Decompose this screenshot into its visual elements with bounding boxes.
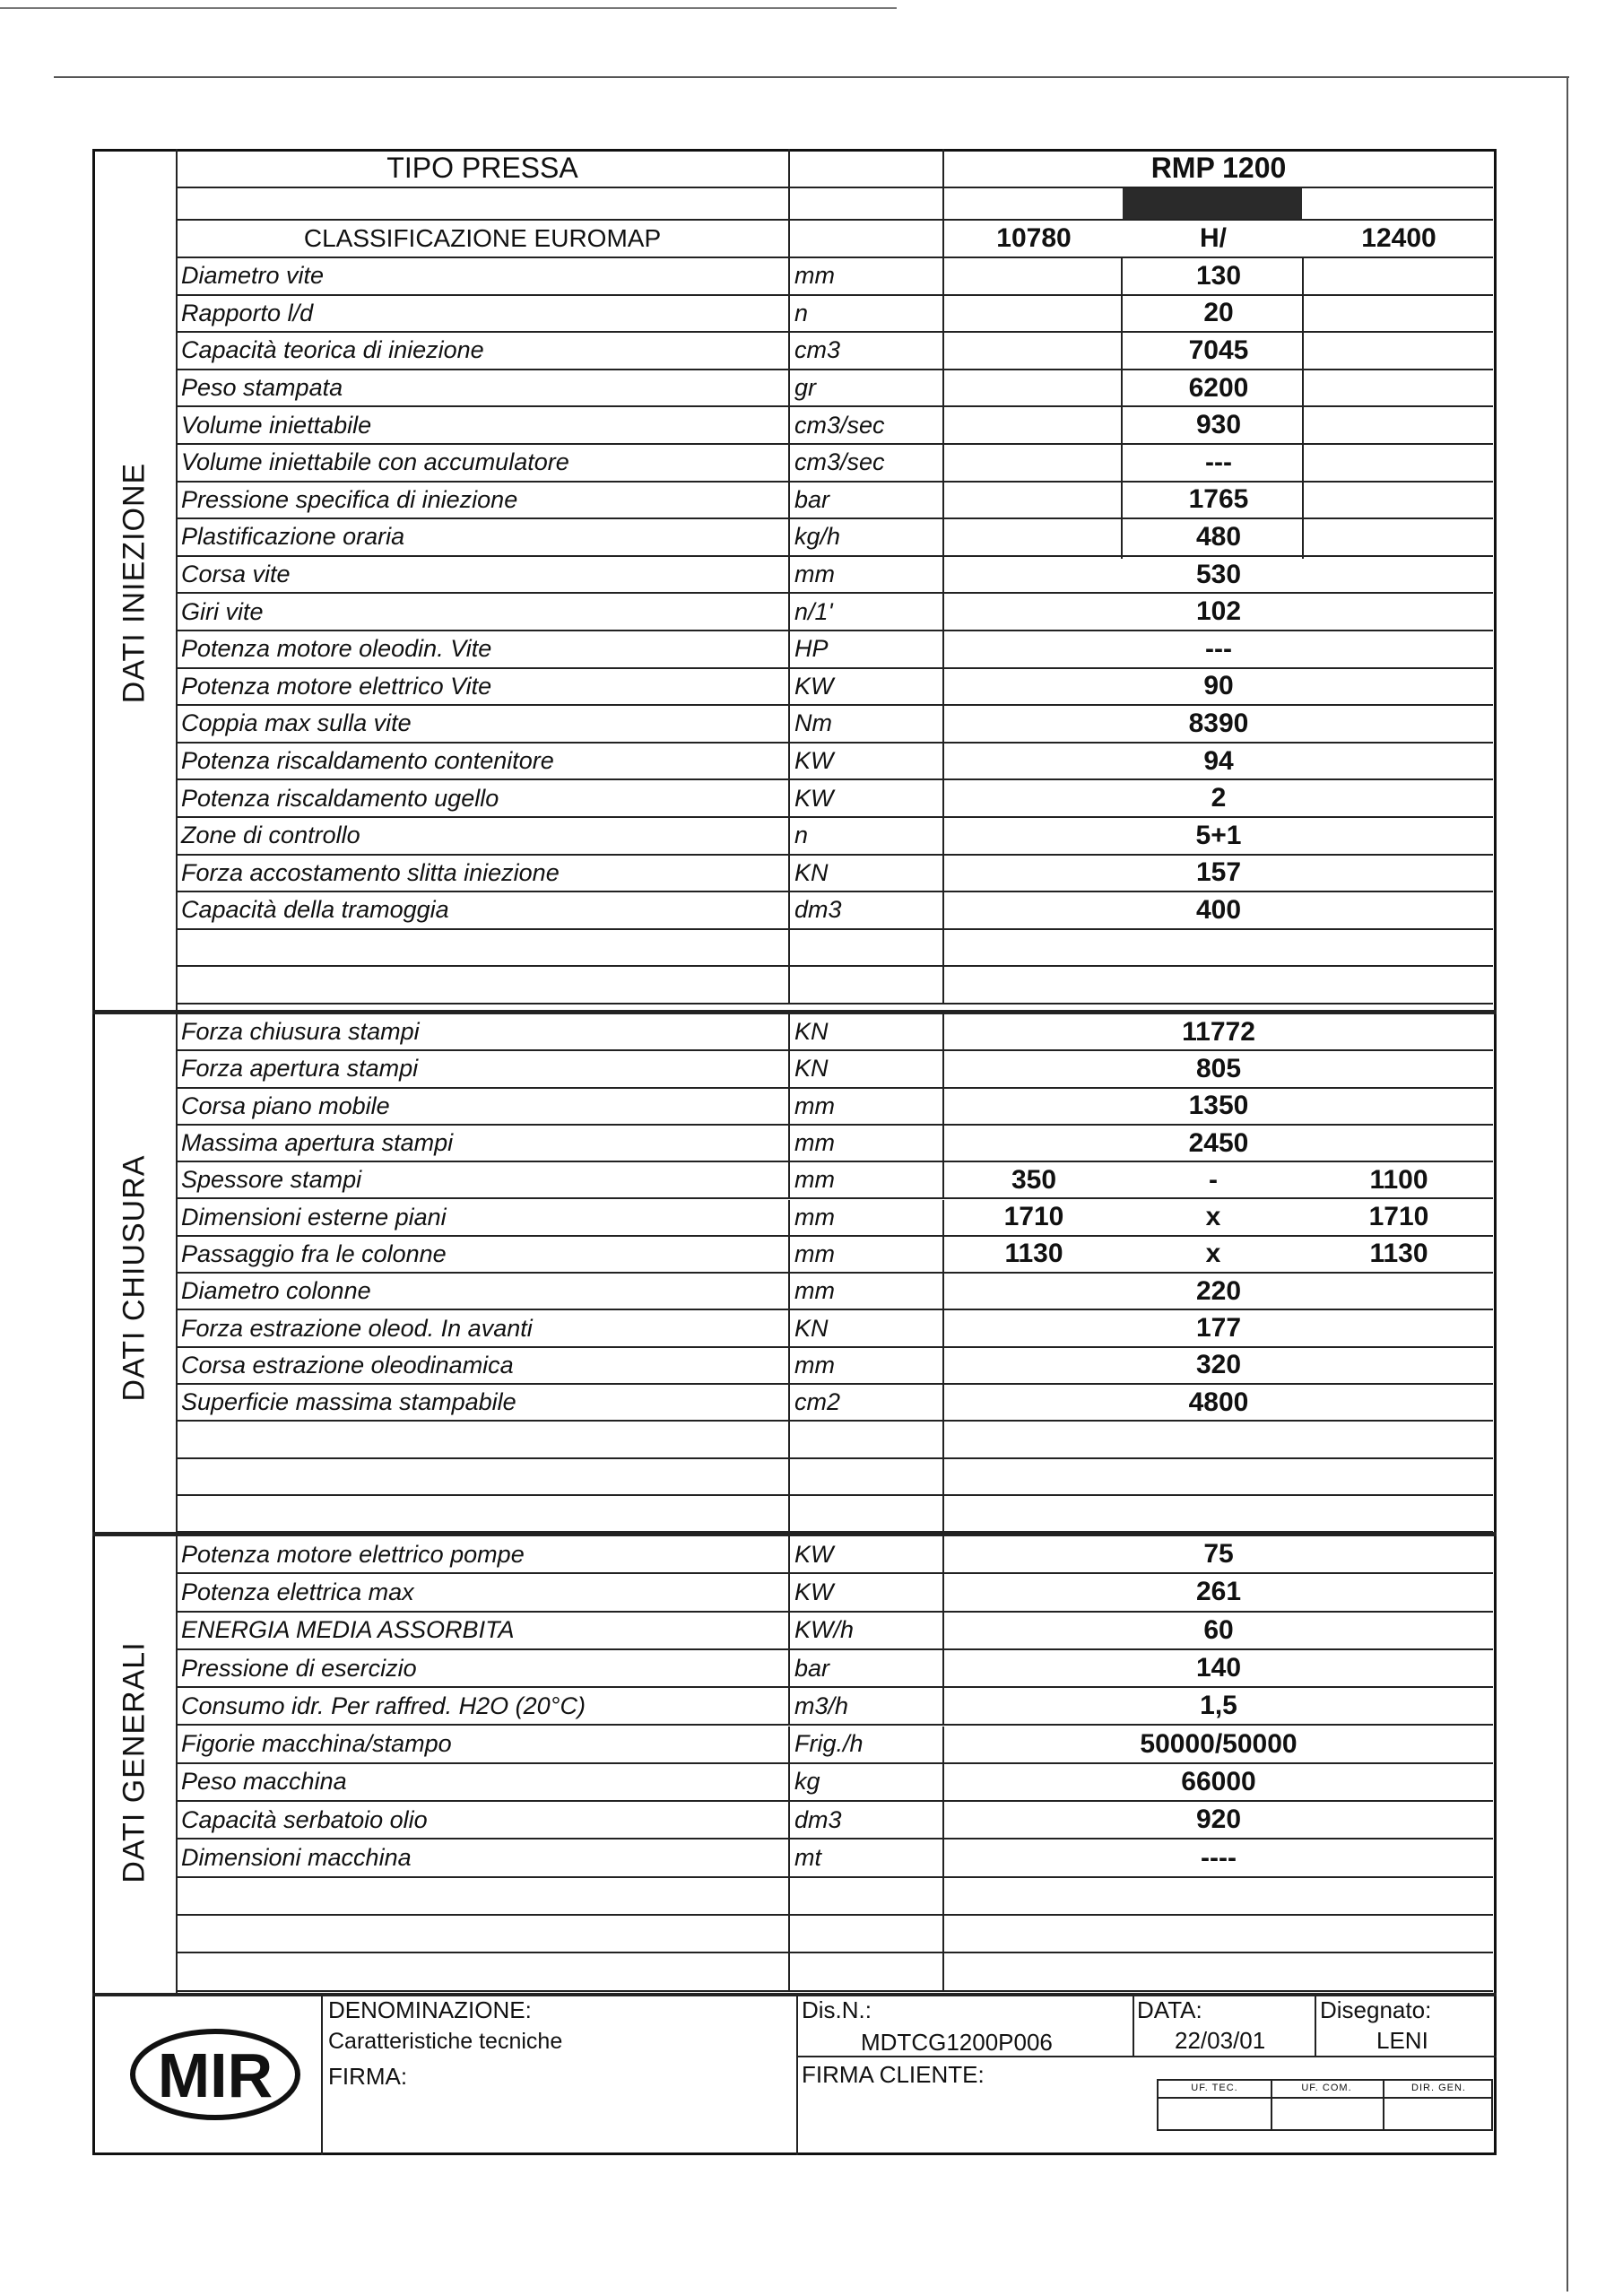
- table-row: [177, 1688, 1493, 1726]
- table-row: [177, 407, 1493, 445]
- table-row: [177, 780, 1493, 818]
- row-value-v2: 1710: [1368, 1202, 1429, 1232]
- row-value: 130: [942, 258, 1493, 294]
- row-unit: cm2: [788, 1385, 942, 1420]
- table-row: [177, 892, 1493, 930]
- row-label: Massima apertura stampi: [181, 1129, 454, 1157]
- row-unit: mm: [788, 1274, 942, 1309]
- footer-divider-4: [1315, 1993, 1316, 2056]
- table-row: [177, 1348, 1493, 1385]
- header-title-row: [177, 149, 1493, 188]
- class-a: 10780: [996, 223, 1072, 253]
- blank-row: [177, 1459, 1493, 1496]
- value-subcolumn-divider-right: [1302, 258, 1304, 559]
- blank-cell: [788, 967, 942, 1003]
- mir-logo: [126, 2025, 305, 2124]
- blank-row: [177, 1953, 1493, 1991]
- separator-closing-general: [92, 1532, 1497, 1536]
- row-value: 805: [942, 1051, 1493, 1086]
- row-value: 94: [942, 744, 1493, 779]
- blank-cell: [788, 1422, 942, 1457]
- approval-stamp-box: [1157, 2079, 1493, 2131]
- row-value: 102: [942, 594, 1493, 630]
- row-unit: dm3: [788, 892, 942, 928]
- row-value: 6200: [942, 370, 1493, 406]
- separator-general-footer: [92, 1993, 1497, 1996]
- row-unit: KN: [788, 1051, 942, 1086]
- classification-values: [942, 221, 1493, 257]
- disegnato-value: LENI: [1376, 2027, 1428, 2054]
- scan-edge-top: [0, 7, 897, 9]
- table-row: [177, 483, 1493, 520]
- table-row: [177, 744, 1493, 781]
- row-value-v1: 350: [1011, 1164, 1057, 1195]
- row-label: Forza estrazione oleod. In avanti: [181, 1314, 533, 1342]
- blank-cell: [788, 1878, 942, 1914]
- row-label: Superficie massima stampabile: [181, 1388, 516, 1416]
- row-label: Forza accostamento slitta iniezione: [181, 858, 560, 886]
- row-value: 400: [942, 892, 1493, 928]
- row-label: Volume iniettabile: [181, 411, 372, 439]
- row-value-v2: 1100: [1369, 1164, 1428, 1195]
- firma-label: FIRMA:: [328, 2063, 408, 2090]
- blank-cell: [942, 930, 1493, 966]
- header-unit-blank: [788, 149, 942, 187]
- table-row: [177, 594, 1493, 631]
- table-row: [177, 258, 1493, 296]
- row-label: Dimensioni esterne piani: [181, 1203, 447, 1231]
- denominazione-value: Caratteristiche tecniche: [328, 2029, 563, 2054]
- row-value: 220: [942, 1274, 1493, 1309]
- title-text: TIPO PRESSA: [386, 151, 578, 184]
- row-unit: KW: [788, 744, 942, 779]
- row-value: 480: [942, 519, 1493, 555]
- table-row: [177, 1839, 1493, 1877]
- row-label: Peso macchina: [181, 1768, 347, 1796]
- row-unit: mm: [788, 557, 942, 593]
- row-label: Capacità serbatoio olio: [181, 1805, 428, 1833]
- row-value: ---: [942, 445, 1493, 481]
- blank-cell: [942, 1878, 1493, 1914]
- row-unit: dm3: [788, 1802, 942, 1838]
- class-sep: H/: [1200, 223, 1227, 253]
- table-row: [177, 1051, 1493, 1088]
- row-value: 140: [942, 1650, 1493, 1686]
- row-label: Forza apertura stampi: [181, 1055, 419, 1083]
- blank-cell: [788, 1953, 942, 1989]
- blank-cell: [788, 1496, 942, 1531]
- footer-divider-3: [1133, 1993, 1134, 2056]
- row-label: Capacità della tramoggia: [181, 896, 449, 924]
- table-row: [177, 1764, 1493, 1802]
- row-value: 20: [942, 296, 1493, 332]
- blank-row: [177, 1878, 1493, 1916]
- row-unit: n/1': [788, 594, 942, 630]
- row-label: ENERGIA MEDIA ASSORBITA: [181, 1616, 515, 1644]
- table-row: [177, 1126, 1493, 1162]
- row-label: Rapporto l/d: [181, 299, 314, 326]
- row-value-sep: -: [1209, 1164, 1218, 1195]
- row-unit: KN: [788, 1014, 942, 1049]
- table-row: [177, 1200, 1493, 1237]
- row-label: Potenza motore elettrico pompe: [181, 1540, 525, 1568]
- row-label: Corsa estrazione oleodinamica: [181, 1351, 514, 1378]
- table-row: [177, 1802, 1493, 1839]
- row-value: 66000: [942, 1764, 1493, 1800]
- table-row: [177, 1089, 1493, 1126]
- row-value: 75: [942, 1536, 1493, 1572]
- row-unit: cm3/sec: [788, 407, 942, 443]
- scan-border-top: [54, 76, 1569, 78]
- row-unit: mm: [788, 258, 942, 294]
- row-value: 930: [942, 407, 1493, 443]
- blank-cell: [942, 1953, 1493, 1989]
- row-unit: kg/h: [788, 519, 942, 555]
- table-row: [177, 1162, 1493, 1199]
- row-label: Potenza riscaldamento ugello: [181, 784, 499, 812]
- row-value: [942, 1162, 1493, 1197]
- table-row: [177, 706, 1493, 744]
- row-label: Zone di controllo: [181, 822, 360, 849]
- row-value: [942, 1200, 1493, 1235]
- blank-row: [177, 967, 1493, 1004]
- classification-label: CLASSIFICAZIONE EUROMAP: [303, 224, 662, 252]
- svg-text:MIR: MIR: [157, 2040, 273, 2110]
- scanned-page: TIPO PRESSA RMP 1200 CLASSIFICAZIONE EUROMAP 10780 H/ 12400 DATI INIEZIONE DATI CHIUSURA DATI GENERALI Diametro vite mm 130 Rapporto l/d n 20 Capacità teorica di iniezione cm3 7045 Peso stampata gr 6200 Volume iniettabile cm3/sec 930 Volume iniettabile con accumulatore cm3/sec --- Pressione specifica di iniezione bar 1765 Plastificazione oraria kg/h 480 Corsa vite mm 530 Giri vite n/1' 102 Potenza motore oleodin. Vite HP --- Potenza motore elettrico Vite KW 90 Coppia max sulla vite Nm 8390 Potenza riscaldamento contenitore KW 94 Potenza riscaldamento ugello KW 2 Zone di controllo n 5+1 Forza accostamento slitta iniezione KN 157 Capacità della tramoggia dm3 400 Forza chiusura stampi KN 11772 Forza apertura stampi KN 805 Corsa piano mobile mm 1350 Massima apertura stampi mm 2450 Spessore stampi mm 350 - 1100 Dimensioni esterne piani mm 1710 x 1710 Passaggio fra le colonne mm 1130 x 1130 Diametro colonne mm 220 Forza estrazione oleod. In avanti KN 177 Corsa estrazione oleodinamica mm 320 Superficie massima stampabile cm2 4800 Potenza motore elettrico pompe KW 75 Potenza elettrica max KW 261 ENERGIA MEDIA ASSORBITA KW/h 60 Pressione di esercizio bar 140 Consumo idr. Per raffred. H2O (20°C) m3/h 1,5 Figorie macchina/stampo Frig./h 50000/50000 Peso macchina kg 66000 Capacità serbatoio olio dm3 920 Dimensioni macchina mt ---- MIR DENOMINAZIONE: Caratteristiche tecniche FIRMA: Dis.N.: MDTCG1200P006 FIRMA CLIENTE: DATA: 22/03/01 Disegnato: LENI UF. TEC. UF. COM. DIR. GEN.: [0, 0, 1623, 2296]
- row-value: 8390: [942, 706, 1493, 742]
- blank-row: [177, 1496, 1493, 1533]
- header-blank-row: [177, 188, 1493, 221]
- firma-cliente-label: FIRMA CLIENTE:: [802, 2061, 985, 2088]
- data-label: DATA:: [1137, 1996, 1202, 2023]
- row-value: ---: [942, 631, 1493, 667]
- table-row: [177, 1650, 1493, 1688]
- row-unit: bar: [788, 483, 942, 518]
- row-label: Consumo idr. Per raffred. H2O (20°C): [181, 1692, 586, 1719]
- row-label: Diametro colonne: [181, 1277, 371, 1305]
- row-unit: KW: [788, 780, 942, 816]
- blank-cell: [942, 1496, 1493, 1531]
- blank-row: [177, 1422, 1493, 1458]
- blank-row: [177, 930, 1493, 968]
- scan-border-right: [1567, 76, 1568, 2292]
- row-label: Passaggio fra le colonne: [181, 1239, 447, 1267]
- row-unit: bar: [788, 1650, 942, 1686]
- row-label: Plastificazione oraria: [181, 523, 405, 551]
- footer-divider-2: [796, 1993, 798, 2155]
- separator-injection-closing: [92, 1010, 1497, 1014]
- row-value: 920: [942, 1802, 1493, 1838]
- table-row: [177, 1014, 1493, 1051]
- row-value-v2: 1130: [1369, 1239, 1428, 1269]
- row-label: Potenza motore oleodin. Vite: [181, 635, 492, 663]
- row-label: Diametro vite: [181, 262, 325, 290]
- redacted-block: [1123, 188, 1302, 219]
- row-label: Volume iniettabile con accumulatore: [181, 448, 569, 476]
- row-label: Pressione specifica di iniezione: [181, 485, 518, 513]
- table-row: [177, 557, 1493, 595]
- row-label: Potenza motore elettrico Vite: [181, 672, 492, 700]
- value-subcolumn-divider-left: [1121, 258, 1123, 559]
- row-value: 2450: [942, 1126, 1493, 1161]
- classification-row: [177, 221, 1493, 258]
- row-unit: mm: [788, 1126, 942, 1161]
- class-b: 12400: [1361, 223, 1436, 253]
- blank-cell: [788, 1459, 942, 1494]
- row-unit: cm3: [788, 333, 942, 369]
- stamp-uf-tec: UF. TEC.: [1191, 2083, 1238, 2093]
- row-unit: KN: [788, 1310, 942, 1345]
- stamp-dir-gen: DIR. GEN.: [1411, 2083, 1466, 2093]
- row-label: Potenza riscaldamento contenitore: [181, 747, 554, 775]
- denominazione-label: DENOMINAZIONE:: [328, 1996, 532, 2023]
- blank-cell: [788, 930, 942, 966]
- row-value: [942, 1237, 1493, 1272]
- disegnato-label: Disegnato:: [1320, 1996, 1432, 2023]
- row-value: 320: [942, 1348, 1493, 1383]
- row-label: Giri vite: [181, 597, 264, 625]
- row-value: 1350: [942, 1089, 1493, 1124]
- table-row: [177, 1574, 1493, 1612]
- table-row: [177, 519, 1493, 557]
- data-value: 22/03/01: [1175, 2027, 1266, 2054]
- row-value: 1,5: [942, 1688, 1493, 1724]
- classification-unit-blank: [788, 221, 942, 257]
- row-unit: n: [788, 818, 942, 854]
- row-value-sep: x: [1205, 1239, 1221, 1269]
- row-value: 530: [942, 557, 1493, 593]
- label-column-divider: [176, 149, 178, 1993]
- row-value-sep: x: [1205, 1202, 1221, 1232]
- row-unit: mt: [788, 1839, 942, 1875]
- row-unit: KW: [788, 669, 942, 705]
- table-row: [177, 631, 1493, 669]
- dis-label: Dis.N.:: [802, 1996, 872, 2023]
- row-unit: mm: [788, 1200, 942, 1235]
- row-unit: mm: [788, 1089, 942, 1124]
- blank-unit: [788, 188, 942, 219]
- row-value: 177: [942, 1310, 1493, 1345]
- table-row: [177, 296, 1493, 334]
- row-value-v1: 1710: [1003, 1202, 1064, 1232]
- blank-cell: [942, 967, 1493, 1003]
- row-unit: KW/h: [788, 1613, 942, 1648]
- row-value: 1765: [942, 483, 1493, 518]
- row-unit: mm: [788, 1348, 942, 1383]
- row-unit: kg: [788, 1764, 942, 1800]
- row-value: 7045: [942, 333, 1493, 369]
- footer-divider-1: [321, 1993, 323, 2155]
- stamp-uf-com: UF. COM.: [1301, 2083, 1352, 2093]
- table-row: [177, 333, 1493, 370]
- row-unit: mm: [788, 1162, 942, 1197]
- row-label: Figorie macchina/stampo: [181, 1730, 452, 1758]
- table-row: [177, 1310, 1493, 1347]
- row-unit: KW: [788, 1574, 942, 1610]
- row-value: 261: [942, 1574, 1493, 1610]
- row-label: Peso stampata: [181, 374, 343, 402]
- table-row: [177, 445, 1493, 483]
- row-unit: Nm: [788, 706, 942, 742]
- blank-row: [177, 1916, 1493, 1953]
- row-value: ----: [942, 1839, 1493, 1875]
- table-row: [177, 1237, 1493, 1274]
- row-value: 5+1: [942, 818, 1493, 854]
- row-value: 90: [942, 669, 1493, 705]
- table-row: [177, 1274, 1493, 1310]
- row-label: Corsa piano mobile: [181, 1091, 390, 1119]
- row-unit: Frig./h: [788, 1726, 942, 1762]
- table-row: [177, 1613, 1493, 1650]
- row-value: 60: [942, 1613, 1493, 1648]
- blank-cell: [942, 1916, 1493, 1952]
- row-label: Potenza elettrica max: [181, 1578, 414, 1605]
- blank-cell: [942, 1422, 1493, 1457]
- dis-value: MDTCG1200P006: [861, 2029, 1053, 2056]
- row-unit: cm3/sec: [788, 445, 942, 481]
- table-row: [177, 1385, 1493, 1422]
- row-value: 157: [942, 856, 1493, 891]
- row-value: 4800: [942, 1385, 1493, 1420]
- table-row: [177, 856, 1493, 893]
- blank-cell: [788, 1916, 942, 1952]
- table-row: [177, 818, 1493, 856]
- row-unit: gr: [788, 370, 942, 406]
- table-row: [177, 669, 1493, 707]
- row-unit: mm: [788, 1237, 942, 1272]
- row-value: 50000/50000: [942, 1726, 1493, 1762]
- row-unit: HP: [788, 631, 942, 667]
- blank-cell: [942, 1459, 1493, 1494]
- row-value: 2: [942, 780, 1493, 816]
- row-value-v1: 1130: [1004, 1239, 1063, 1269]
- row-unit: n: [788, 296, 942, 332]
- row-unit: m3/h: [788, 1688, 942, 1724]
- row-label: Dimensioni macchina: [181, 1844, 412, 1872]
- table-row: [177, 1536, 1493, 1574]
- table-row: [177, 1726, 1493, 1764]
- row-unit: KW: [788, 1536, 942, 1572]
- model-name: RMP 1200: [942, 149, 1493, 187]
- row-label: Forza chiusura stampi: [181, 1018, 420, 1046]
- row-value: 11772: [942, 1014, 1493, 1049]
- row-label: Pressione di esercizio: [181, 1654, 417, 1682]
- row-label: Corsa vite: [181, 561, 291, 588]
- row-label: Spessore stampi: [181, 1166, 362, 1194]
- row-unit: KN: [788, 856, 942, 891]
- table-row: [177, 370, 1493, 408]
- row-label: Capacità teorica di iniezione: [181, 336, 484, 364]
- row-label: Coppia max sulla vite: [181, 709, 412, 737]
